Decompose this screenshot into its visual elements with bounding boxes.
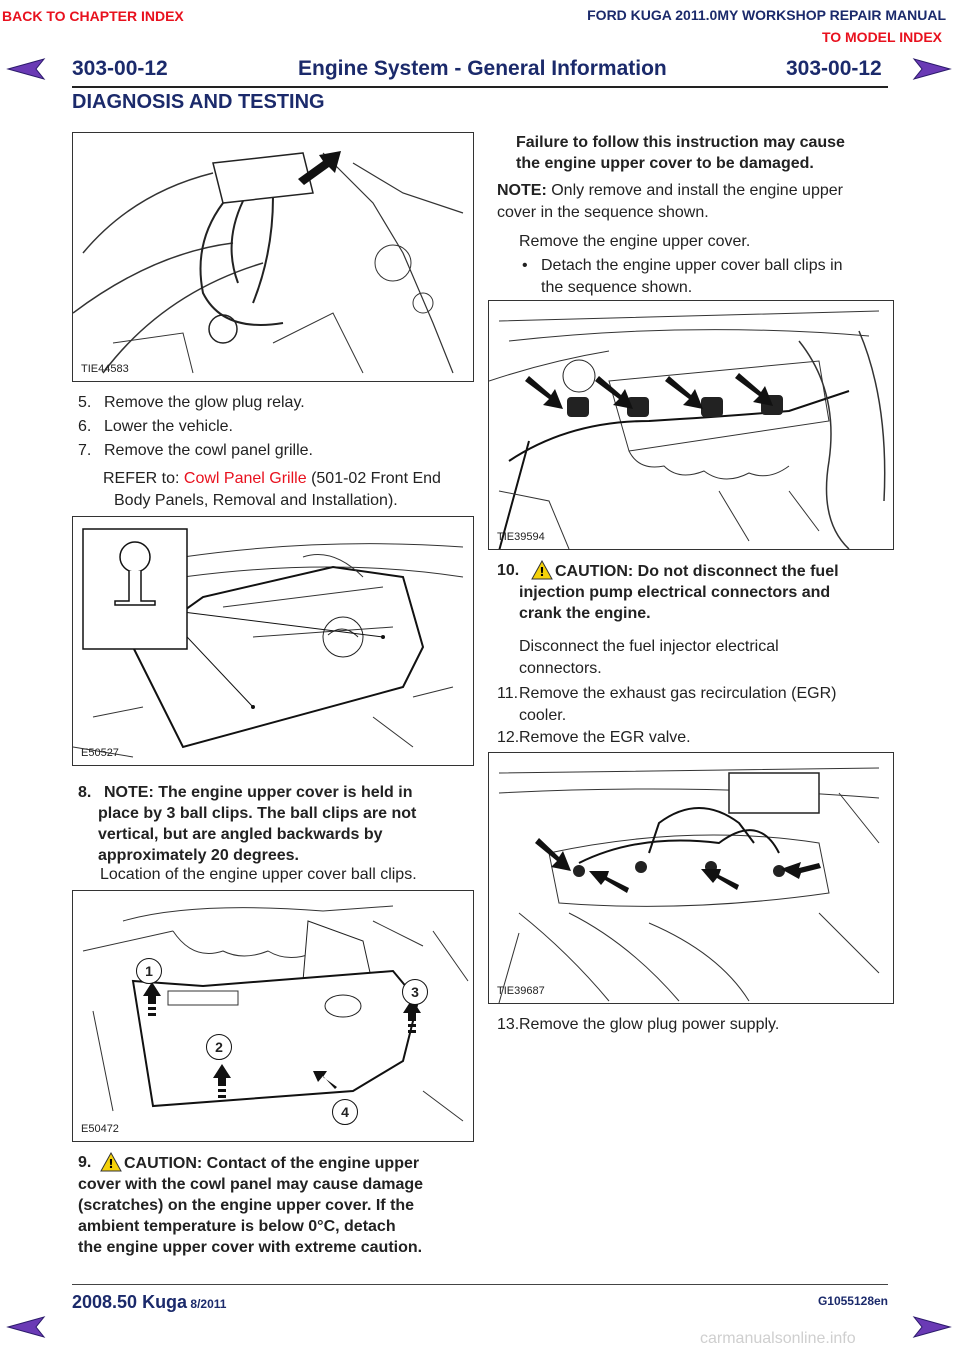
header-rule <box>72 86 888 88</box>
step-11-2: cooler. <box>519 707 567 724</box>
warning-icon <box>531 560 553 580</box>
figure-code: TIE44583 <box>81 363 129 375</box>
step-5: 5. Remove the glow plug relay. <box>78 394 305 411</box>
figure-ball-clip-sequence <box>72 890 474 1142</box>
refer-line-2: Body Panels, Removal and Installation). <box>114 492 398 509</box>
step-11: 11.Remove the exhaust gas recirculation (EGR) <box>497 685 837 702</box>
to-model-index-link[interactable]: TO MODEL INDEX <box>821 29 942 45</box>
footer-model: 2008.50 Kuga 8/2011 <box>72 1292 227 1312</box>
footer-rule <box>72 1284 888 1285</box>
step-13: 13.Remove the glow plug power supply. <box>497 1016 780 1033</box>
step-9-caution: 9. ! CAUTION: Contact of the engine upper cover with the cowl panel may cause damage (scratches) on the engine upper cover. If the ambient temperature is below 0°C, detach the engine upper cover with extreme caution. <box>78 1154 424 1256</box>
caution-continued: Failure to follow this instruction may cause the engine upper cover to be damaged. <box>516 134 845 172</box>
figure-code: E50472 <box>81 1123 119 1135</box>
step-7: 7. Remove the cowl panel grille. <box>78 442 313 459</box>
step-6: 6. Lower the vehicle. <box>78 418 233 435</box>
step-8-note: 8. NOTE: The engine upper cover is held in place by 3 ball clips. The ball clips are not vertical, but are angled backwards by approximately 20 degrees. <box>78 784 417 864</box>
figure-glow-plug-relay <box>72 132 474 382</box>
step-12: 12.Remove the EGR valve. <box>497 729 691 746</box>
previous-page-arrow-icon[interactable] <box>6 58 46 85</box>
page-number-left: 303-00-12 <box>72 57 168 80</box>
manual-title: FORD KUGA 2011.0MY WORKSHOP REPAIR MANUAL <box>587 7 946 23</box>
svg-text:!: ! <box>539 565 545 579</box>
clip-label-4: 4 <box>332 1099 358 1125</box>
note-sequence-2: cover in the sequence shown. <box>497 204 709 221</box>
page-number-right: 303-00-12 <box>786 57 882 80</box>
next-page-arrow-icon[interactable] <box>912 58 952 85</box>
figure-fuel-injector-connectors <box>488 300 894 550</box>
bullet-detach: • Detach the engine upper cover ball clips in <box>522 257 843 274</box>
step-10-caution: 10. ! CAUTION: Do not disconnect the fuel injection pump electrical connectors and crank the engine. <box>497 562 839 622</box>
remove-cover-text: Remove the engine upper cover. <box>519 233 751 250</box>
figure-code: TIE39687 <box>497 985 545 997</box>
section-heading: DIAGNOSIS AND TESTING <box>72 91 325 113</box>
page-title: Engine System - General Information <box>298 57 667 80</box>
back-to-chapter-index-link[interactable]: BACK TO CHAPTER INDEX <box>2 8 184 24</box>
clip-label-3: 3 <box>402 979 428 1005</box>
bullet-detach-2: the sequence shown. <box>541 279 693 296</box>
step-8-text: Location of the engine upper cover ball clips. <box>100 866 417 883</box>
step-10-text-2: connectors. <box>519 660 602 677</box>
next-page-arrow-icon[interactable] <box>912 1316 952 1343</box>
cowl-panel-grille-link[interactable]: Cowl Panel Grille <box>183 470 307 487</box>
figure-engine-upper-cover <box>72 516 474 766</box>
step-10-text: Disconnect the fuel injector electrical <box>519 638 779 655</box>
svg-text:!: ! <box>108 1157 114 1171</box>
refer-line: REFER to: Cowl Panel Grille (501-02 Front End <box>103 470 441 487</box>
watermark: carmanualsonline.info <box>700 1330 856 1347</box>
footer-code: G1055128en <box>817 1294 888 1308</box>
figure-code: E50527 <box>81 747 119 759</box>
clip-label-2: 2 <box>206 1034 232 1060</box>
warning-icon <box>100 1152 122 1172</box>
figure-code: TIE39594 <box>497 531 545 543</box>
previous-page-arrow-icon[interactable] <box>6 1316 46 1343</box>
figure-egr-valve <box>488 752 894 1004</box>
note-sequence: NOTE: Only remove and install the engine upper <box>497 182 843 199</box>
clip-label-1: 1 <box>136 958 162 984</box>
